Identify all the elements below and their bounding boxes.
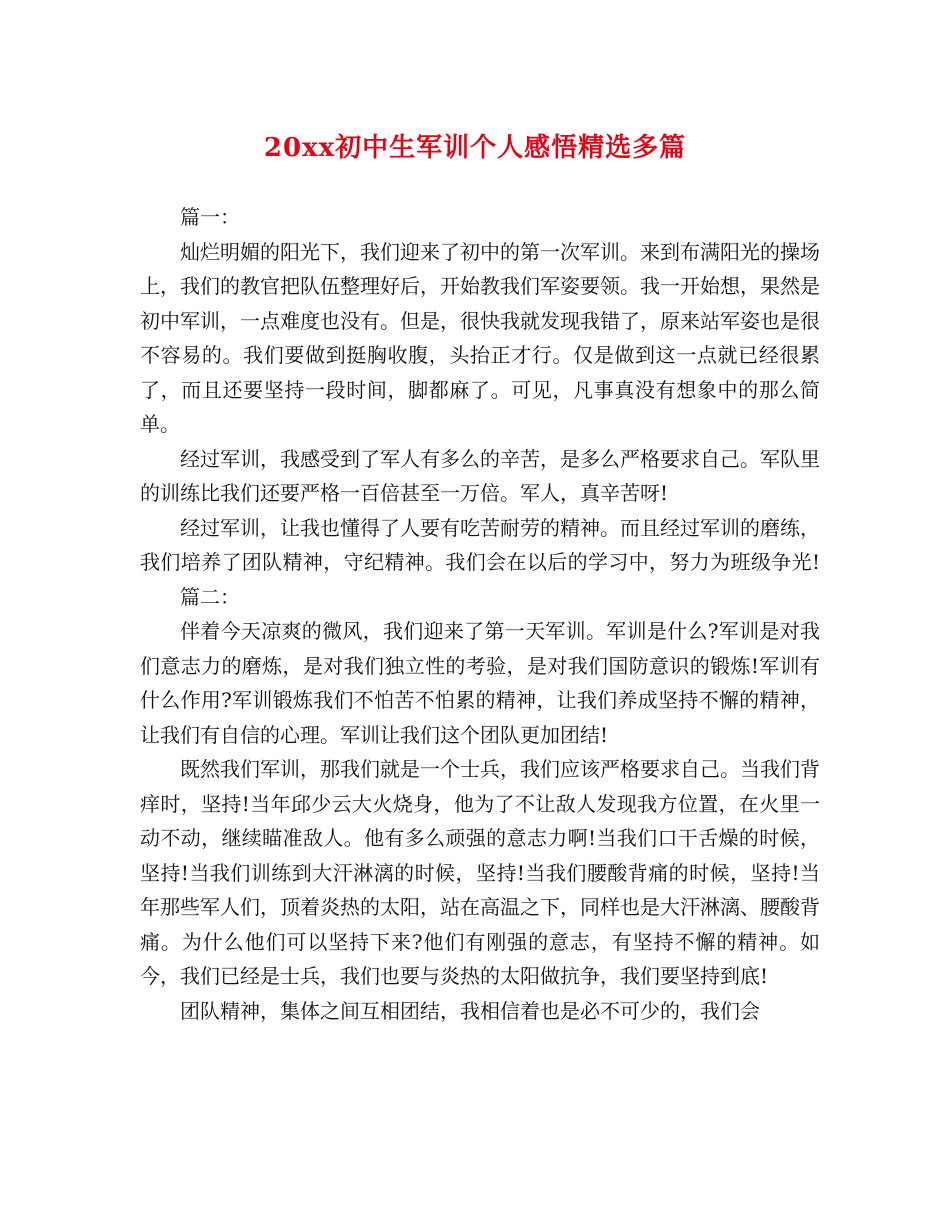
document-title: 20xx初中生军训个人感悟精选多篇 xyxy=(263,133,687,163)
paragraph-3 xyxy=(140,511,820,615)
paragraph-1: 灿烂明媚的阳光下，我们迎来了初中的第一次军训。来到布满阳光的操场上，我们的教官把队伍整理好后，开始教我们军姿要领。我一开始想，果然是初中军训，一点难度也没有。但是，很快我就发现我错了，原来站军姿也是很不容易的。我们要做到挺胸收腹，头抬正才行。仅是做到这一点就已经很累了，而且还要坚持一段时间，脚都麻了。可见，凡事真没有想象中的那么简单。 xyxy=(140,239,820,436)
paragraph-6: 团队精神，集体之间互相团结，我相信着也是必不可少的，我们会 xyxy=(180,998,760,1023)
paragraph-4: 伴着今天凉爽的微风，我们迎来了第一天军训。军训是什么?军训是对我们意志力的磨炼，是对我们独立性的考验，是对我们国防意识的锻炼!军训有什么作用?军训锻炼我们不怕苦不怕累的精神，让我们养成坚持不懈的精神，让我们有自信的心理。军训让我们这个团队更加团结! xyxy=(140,619,820,747)
section-label-1: 篇一： xyxy=(180,205,240,229)
section-label-2: 篇二： xyxy=(180,584,240,609)
paragraph-2: 经过军训，我感受到了军人有多么的辛苦，是多么严格要求自己。军队里的训练比我们还要严格一百倍甚至一万倍。军人，真辛苦呀! xyxy=(140,446,820,505)
document-body xyxy=(140,200,820,1028)
paragraph-5: 既然我们军训，那我们就是一个士兵，我们应该严格要求自己。当我们背痒时，坚持!当年邱少云大火烧身，他为了不让敌人发现我方位置，在火里一动不动，继续瞄准敌人。他有多么顽强的意志力啊!当我们口干舌燥的时候，坚持!当我们训练到大汗淋漓的时候，坚持!当我们腰酸背痛的时候，坚持!当年那些军人们，顶着炎热的太阳，站在高温之下，同样也是大汗淋漓、腰酸背痛。为什么他们可以坚持下来?他们有刚强的意志，有坚持不懈的精神。如今，我们已经是士兵，我们也要与炎热的太阳做抗争，我们要坚持到底! xyxy=(140,757,820,988)
paragraph-3-text: 经过军训，让我也懂得了人要有吃苦耐劳的精神。而且经过军训的磨练，我们培养了团队精神，守纪精神。我们会在以后的学习中，努力为班级争光! xyxy=(140,515,820,574)
